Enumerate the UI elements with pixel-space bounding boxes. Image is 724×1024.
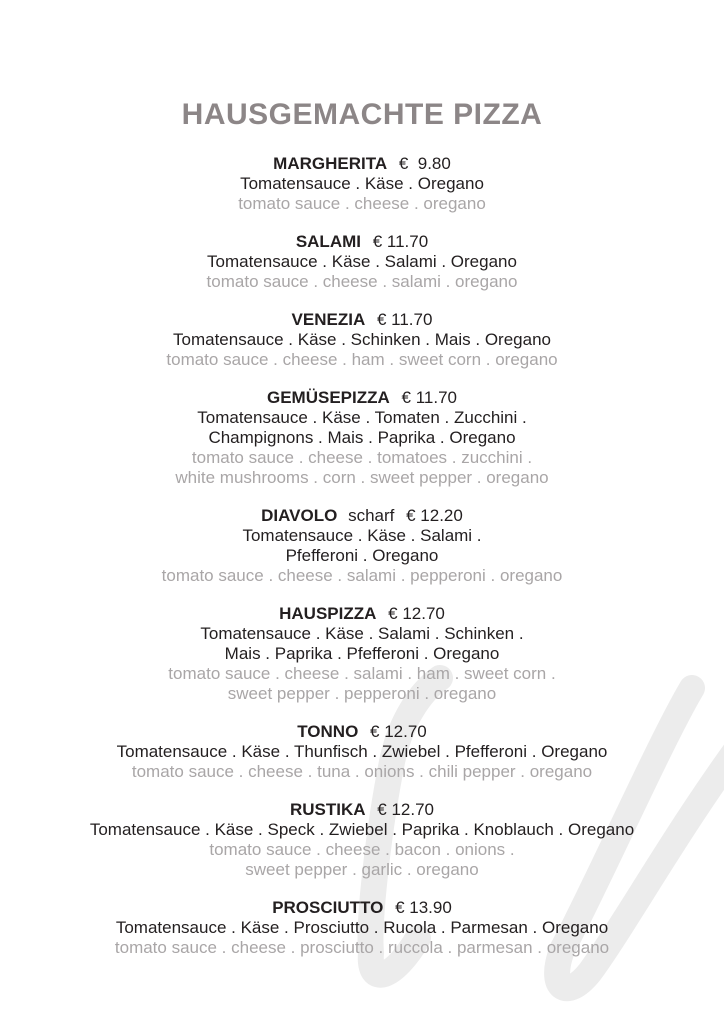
item-ingredients-en: tomato sauce . cheese . bacon . onions . — [209, 840, 515, 859]
item-name: DIAVOLO — [261, 506, 338, 525]
item-ingredients-de: Pfefferoni . Oregano — [285, 546, 439, 565]
item-ingredients-en: tomato sauce . cheese . salami . pepperoni . oregano — [161, 566, 563, 585]
menu-item-venezia — [0, 310, 724, 370]
item-ingredients-de: Tomatensauce . Käse . Salami . — [242, 526, 482, 545]
item-ingredients-en: tomato sauce . cheese . salami . ham . sweet corn . — [168, 664, 556, 683]
item-spiciness-label: scharf — [348, 506, 395, 525]
item-title-line — [0, 898, 724, 918]
item-title-line — [0, 154, 724, 174]
menu-item-salami — [0, 232, 724, 292]
item-ingredients-de: Tomatensauce . Käse . Speck . Zwiebel . Paprika . Knoblauch . Oregano — [89, 820, 635, 839]
item-price: € 13.90 — [395, 898, 452, 917]
item-ingredients-en: white mushrooms . corn . sweet pepper . oregano — [175, 468, 549, 487]
item-price: € 12.70 — [388, 604, 445, 623]
item-title-line — [0, 604, 724, 624]
item-ingredients-en: tomato sauce . cheese . tuna . onions . chili pepper . oregano — [131, 762, 593, 781]
item-ingredients-en: sweet pepper . garlic . oregano — [245, 860, 479, 879]
menu-item-rustika — [0, 800, 724, 880]
item-price: € 12.70 — [377, 800, 435, 819]
item-name: TONNO — [297, 722, 359, 741]
item-ingredients-en: sweet pepper . pepperoni . oregano — [227, 684, 497, 703]
item-name: GEMÜSEPIZZA — [267, 388, 390, 407]
item-ingredients-de: Tomatensauce . Käse . Schinken . Mais . Oregano — [173, 330, 551, 349]
menu-item-hauspizza — [0, 604, 724, 704]
item-ingredients-de: Tomatensauce . Käse . Salami . Oregano — [207, 252, 517, 271]
page-title: HAUSGEMACHTE PIZZA — [181, 98, 543, 131]
item-ingredients-de: Tomatensauce . Käse . Prosciutto . Rucola . Parmesan . Oregano — [115, 918, 609, 937]
item-name: PROSCIUTTO — [272, 898, 384, 917]
item-ingredients-de: Mais . Paprika . Pfefferoni . Oregano — [224, 644, 500, 663]
item-price: € 11.70 — [372, 232, 429, 251]
item-title-line — [0, 800, 724, 820]
menu-item-tonno — [0, 722, 724, 782]
item-ingredients-en: tomato sauce . cheese . ham . sweet corn . oregano — [166, 350, 558, 369]
item-ingredients-en: tomato sauce . cheese . salami . oregano — [206, 272, 518, 291]
item-ingredients-en: tomato sauce . cheese . oregano — [238, 194, 486, 213]
menu-item-gemuesepizza — [0, 388, 724, 488]
item-name: MARGHERITA — [273, 154, 388, 173]
item-name: HAUSPIZZA — [279, 604, 377, 623]
item-name: RUSTIKA — [289, 800, 366, 819]
item-price: € 11.70 — [401, 388, 457, 407]
menu-item-prosciutto — [0, 898, 724, 958]
item-name: VENEZIA — [291, 310, 366, 329]
item-title-line — [0, 722, 724, 742]
item-ingredients-en: tomato sauce . cheese . tomatoes . zucchini . — [191, 448, 533, 467]
item-ingredients-de: Tomatensauce . Käse . Thunfisch . Zwiebel . Pfefferoni . Oregano — [116, 742, 608, 761]
item-ingredients-de: Champignons . Mais . Paprika . Oregano — [208, 428, 516, 447]
menu-item-margherita — [0, 154, 724, 214]
item-price: € 11.70 — [376, 310, 433, 329]
item-ingredients-de: Tomatensauce . Käse . Tomaten . Zucchini . — [197, 408, 527, 427]
item-ingredients-de: Tomatensauce . Käse . Oregano — [240, 174, 484, 193]
item-title-line — [0, 232, 724, 252]
item-ingredients-en: tomato sauce . cheese . prosciutto . ruccola . parmesan . oregano — [114, 938, 610, 957]
menu-item-diavolo — [0, 506, 724, 586]
item-name: SALAMI — [295, 232, 361, 251]
item-title-line — [0, 388, 724, 408]
item-price: € 12.20 — [406, 506, 463, 525]
item-price: € 12.70 — [370, 722, 427, 741]
item-title-line — [0, 506, 724, 526]
item-title-line — [0, 310, 724, 330]
item-ingredients-de: Tomatensauce . Käse . Salami . Schinken . — [200, 624, 524, 643]
item-price: € 9.80 — [398, 154, 451, 173]
